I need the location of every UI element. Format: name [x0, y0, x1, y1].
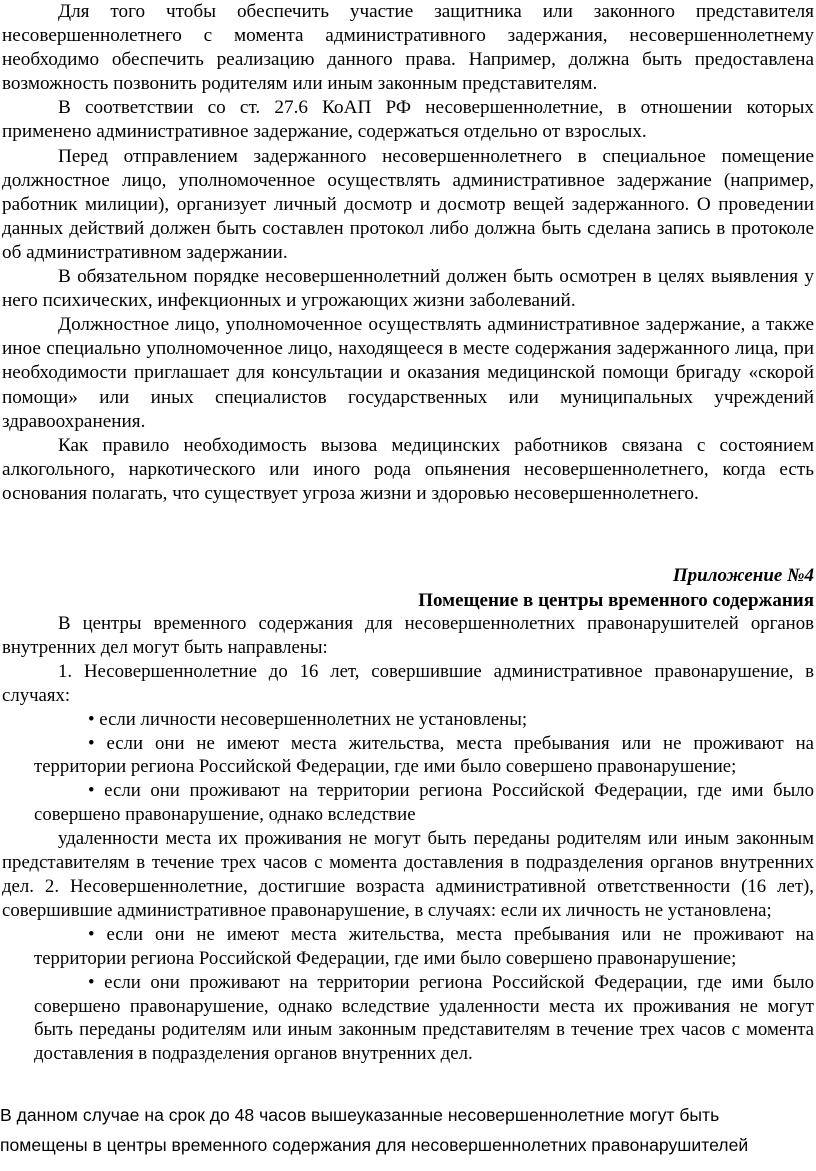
appendix-continuation: удаленности места их проживания не могут быть переданы родителям или иным законным представителям в течение трех часов с момента доставления в подразделения органов внутренних дел. 2. Несовершеннолетние, достигшие возраста административной ответственности (16 лет), совершившие административное правонарушение, в случаях: если их личность не установлена;: [2, 828, 814, 921]
paragraph-ambulance: Должностное лицо, уполномоченное осуществлять административное задержание, а также иное специально уполномоченное лицо, находящееся в месте содержания задержанного лица, при необходимости приглашает для консультации и оказания медицинской помощи бригаду «скорой помощи» или иных специалистов государственных или муниципальных учреждений здравоохранения.: [2, 314, 814, 432]
paragraph-koap-article: В соответствии со ст. 27.6 КоАП РФ несовершеннолетние, в отношении которых применено административное задержание, содержаться отдельно от взрослых.: [2, 97, 814, 143]
paragraph-intoxication: Как правило необходимость вызова медицинских работников связана с состоянием алкогольного, наркотического или иного рода опьянения несовершеннолетнего, когда есть основания полагать, что существует угроза жизни и здоровью несовершеннолетнего.: [2, 434, 814, 504]
top-text-block: [2, 0, 814, 506]
tail-line: помещены в центры временного содержания для несовершеннолетних правонарушителей: [0, 1135, 749, 1155]
paragraph-search-protocol: Перед отправлением задержанного несовершеннолетнего в специальное помещение должностное лицо, уполномоченное осуществлять административное задержание (например, работник милиции), организует личный досмотр и досмотр вещей задержанного. О проведении данных действий должен быть составлен протокол либо должна быть сделана запись в протоколе об административном задержании.: [2, 145, 814, 263]
paragraph-medical-exam: В обязательном порядке несовершеннолетний должен быть осмотрен в целях выявления у него психических, инфекционных и угрожающих жизни заболеваний.: [2, 266, 814, 312]
appendix-title: Приложение №4: [672, 565, 814, 586]
paragraph-defender-right: Для того чтобы обеспечить участие защитника или законного представителя несовершеннолетнего с момента административного задержания, несовершеннолетнему необходимо обеспечить реализацию данного права. Например, должна быть предоставлена возможность позвонить родителям или иным законным представителям.: [2, 1, 814, 95]
tail-line: В данном случае на срок до 48 часов вышеуказанные несовершеннолетние могут быть: [0, 1105, 720, 1125]
bullet-item: • если они проживают на территории региона Российской Федерации, где ими было совершено правонарушение, однако вследствие: [34, 780, 814, 826]
appendix-intro: В центры временного содержания для несовершеннолетних правонарушителей органов внутренних дел могут быть направлены:: [2, 613, 814, 658]
appendix-subtitle: Помещение в центры временного содержания: [418, 590, 814, 611]
tail-text-block: [0, 1100, 816, 1160]
bullet-item: • если личности несовершеннолетних не установлены;: [88, 708, 528, 730]
bullet-item: • если они проживают на территории региона Российской Федерации, где ими было совершено правонарушение, однако вследствие удаленности места их проживания не могут быть переданы родителям или иным законным представителям в течение трех часов с момента доставления в подразделения органов внутренних дел.: [34, 971, 814, 1065]
appendix-body: [2, 612, 814, 1066]
bullet-item: • если они не имеют места жительства, места пребывания или не проживают на территории региона Российской Федерации, где ими было совершено правонарушение;: [34, 732, 814, 778]
bullet-item: • если они не имеют места жительства, места пребывания или не проживают на территории региона Российской Федерации, где ими было совершено правонарушение;: [34, 923, 814, 969]
appendix-item-1: 1. Несовершеннолетние до 16 лет, совершившие административное правонарушение, в случаях:: [2, 660, 814, 706]
